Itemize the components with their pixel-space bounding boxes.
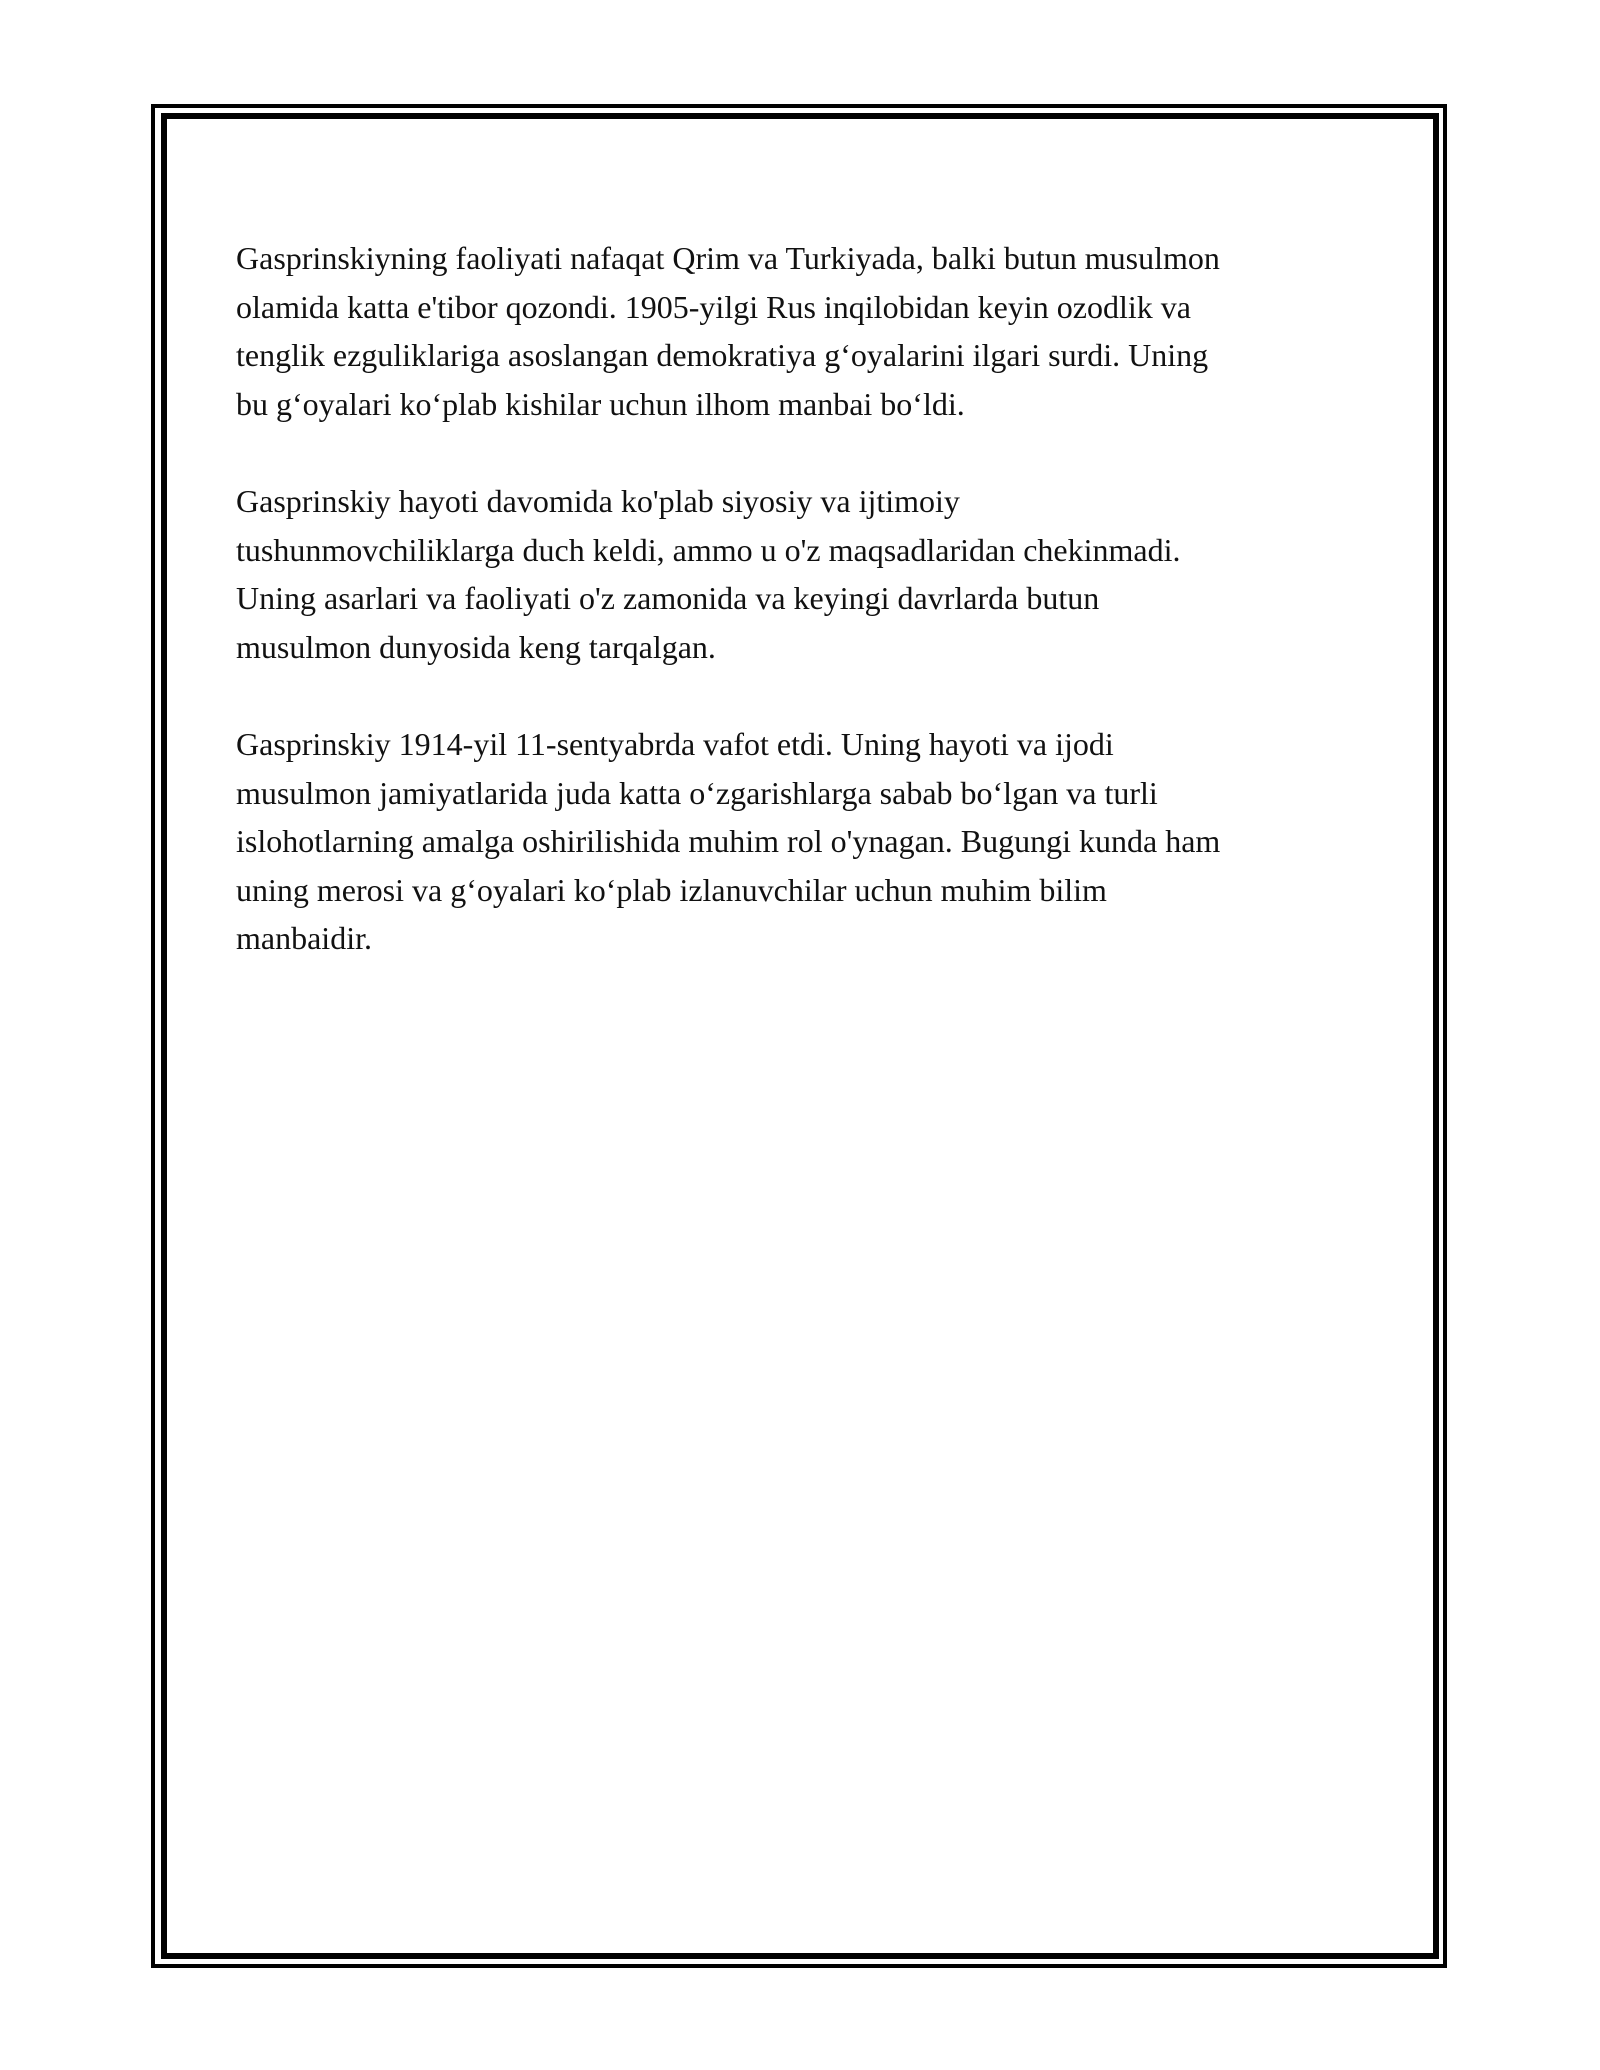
text-line: tenglik ezguliklariga asoslangan demokratiya g‘oyalarini ilgari surdi. Uning <box>236 337 1209 373</box>
text-line: manbaidir. <box>236 920 372 956</box>
paragraph-3 <box>236 720 1386 963</box>
paragraph-2 <box>236 477 1386 671</box>
text-line: Uning asarlari va faoliyati o'z zamonida va keyingi davrlarda butun <box>236 580 1100 616</box>
text-line: olamida katta e'tibor qozondi. 1905-yilgi Rus inqilobidan keyin ozodlik va <box>236 288 1191 325</box>
document-body <box>236 234 1386 1012</box>
text-line: islohotlarning amalga oshirilishida muhim rol o'ynagan. Bugungi kunda ham <box>236 823 1221 859</box>
paragraph-1 <box>236 234 1386 428</box>
text-line: musulmon dunyosida keng tarqalgan. <box>236 628 716 665</box>
text-line: uning merosi va g‘oyalari ko‘plab izlanuvchilar uchun muhim bilim <box>236 871 1107 908</box>
text-line: Gasprinskiyning faoliyati nafaqat Qrim va Turkiyada, balki butun musulmon <box>236 240 1220 276</box>
text-line: bu g‘oyalari ko‘plab kishilar uchun ilhom manbai bo‘ldi. <box>236 385 965 422</box>
text-line: tushunmovchiliklarga duch keldi, ammo u o'z maqsadlaridan chekinmadi. <box>236 531 1181 568</box>
text-line: musulmon jamiyatlarida juda katta o‘zgarishlarga sabab bo‘lgan va turli <box>236 774 1158 811</box>
text-line: Gasprinskiy 1914-yil 11-sentyabrda vafot etdi. Uning hayoti va ijodi <box>236 726 1114 762</box>
text-line: Gasprinskiy hayoti davomida ko'plab siyosiy va ijtimoiy <box>236 483 960 519</box>
